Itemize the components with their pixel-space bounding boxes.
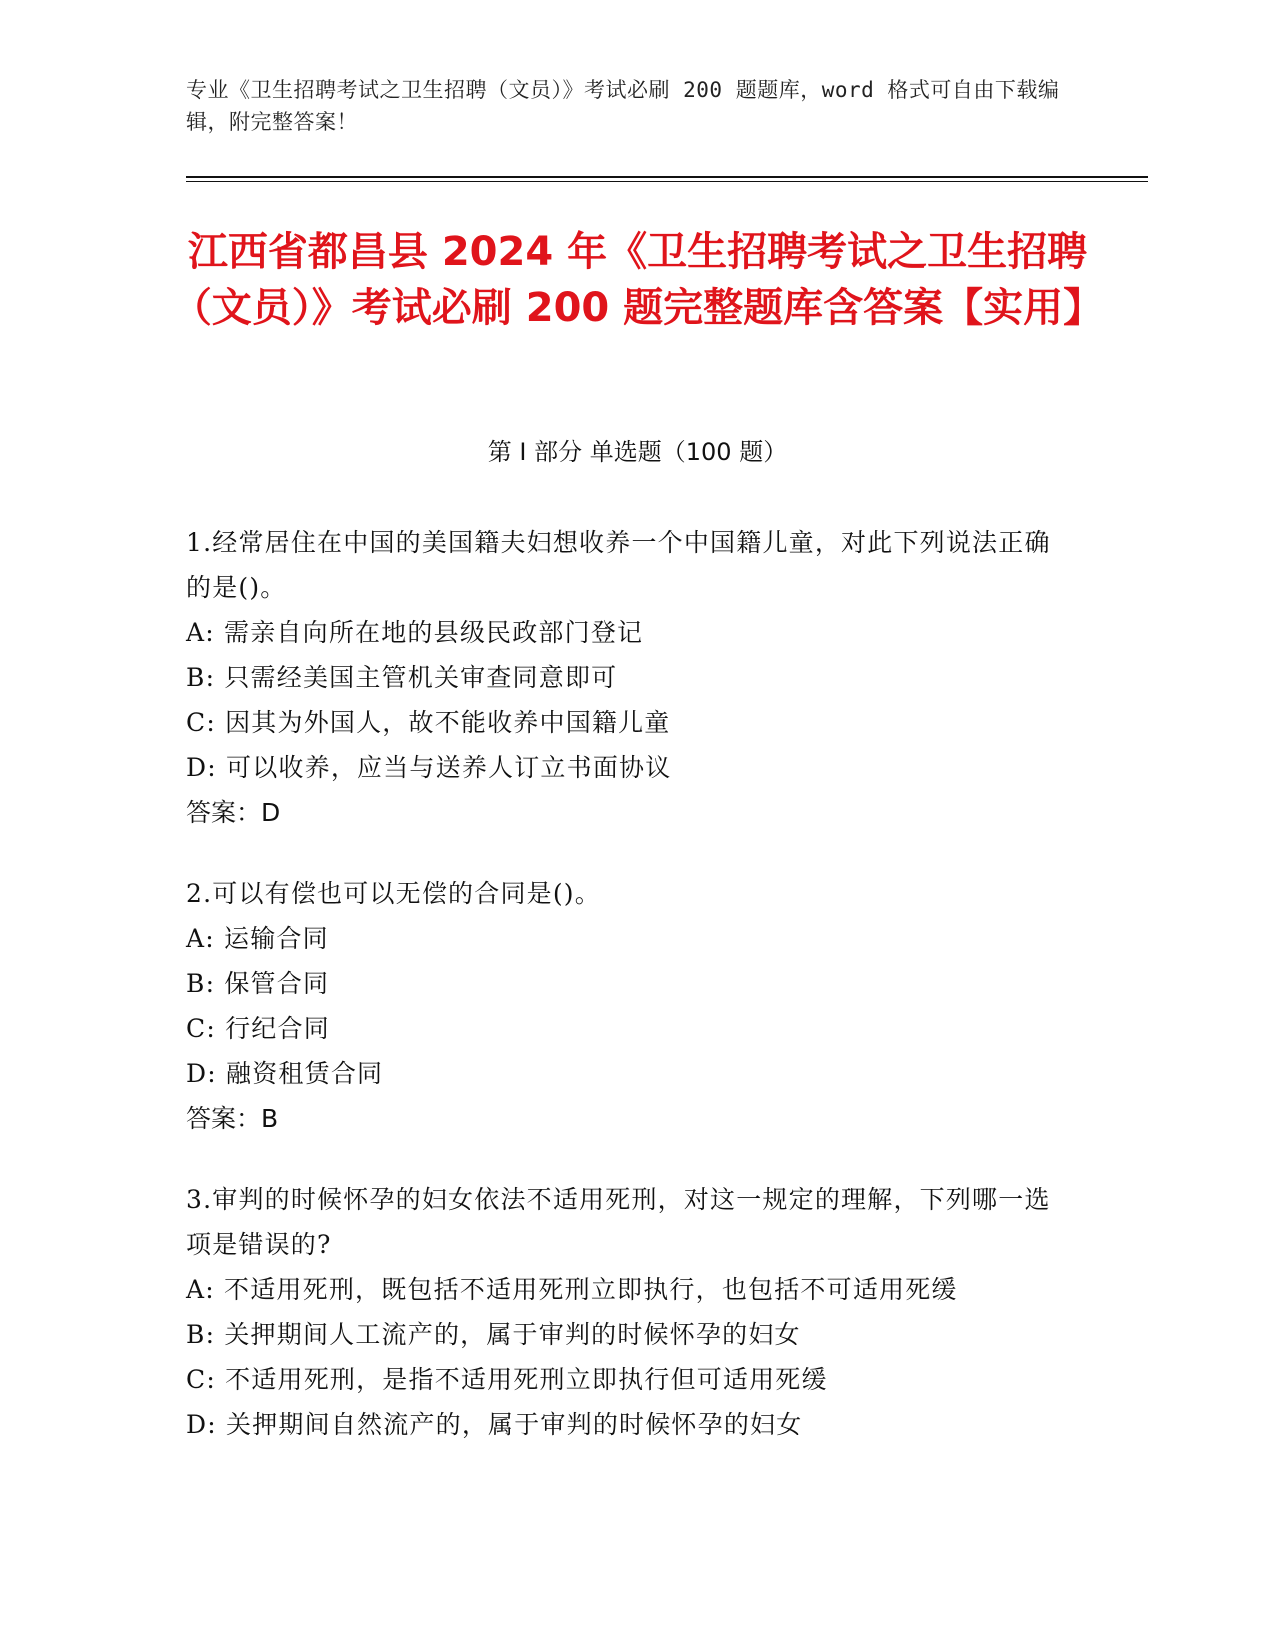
answer-line: 答案：D (186, 798, 281, 827)
answer-line: 答案：B (186, 1104, 279, 1133)
question-3 (186, 1177, 1066, 1447)
header-note: 专业《卫生招聘考试之卫生招聘（文员）》考试必刷 200 题题库，word 格式可自由下载编辑，附完整答案！ (186, 78, 1060, 134)
question-text: 1.经常居住在中国的美国籍夫妇想收养一个中国籍儿童，对此下列说法正确的是()。 (186, 528, 1051, 602)
option-c: C: 行纪合同 (186, 1014, 330, 1043)
question-text: 2.可以有偿也可以无偿的合同是()。 (186, 879, 601, 908)
header-divider-thin (186, 181, 1148, 182)
section-title: 第 I 部分 单选题（100 题） (487, 438, 788, 466)
option-b: B: 保管合同 (186, 969, 330, 998)
option-d: D: 融资租赁合同 (186, 1059, 384, 1088)
option-d: D: 关押期间自然流产的，属于审判的时候怀孕的妇女 (186, 1410, 803, 1439)
option-b: B: 只需经美国主管机关审查同意即可 (186, 663, 618, 692)
document-title: 江西省都昌县 2024 年《卫生招聘考试之卫生招聘（文员）》考试必刷 200 题完整题库含答案【实用】 (171, 229, 1104, 331)
question-text: 3.审判的时候怀孕的妇女依法不适用死刑，对这一规定的理解，下列哪一选项是错误的? (186, 1185, 1051, 1259)
question-1 (186, 520, 1066, 835)
option-a: A: 不适用死刑，既包括不适用死刑立即执行，也包括不可适用死缓 (186, 1275, 958, 1304)
question-2 (186, 871, 1066, 1141)
question-list (186, 520, 1066, 1483)
option-c: C: 因其为外国人，故不能收养中国籍儿童 (186, 708, 671, 737)
option-b: B: 关押期间人工流产的，属于审判的时候怀孕的妇女 (186, 1320, 801, 1349)
option-d: D: 可以收养，应当与送养人订立书面协议 (186, 753, 672, 782)
option-a: A: 运输合同 (186, 924, 329, 953)
header-divider-thick (186, 176, 1148, 178)
option-c: C: 不适用死刑，是指不适用死刑立即执行但可适用死缓 (186, 1365, 828, 1394)
option-a: A: 需亲自向所在地的县级民政部门登记 (186, 618, 644, 647)
